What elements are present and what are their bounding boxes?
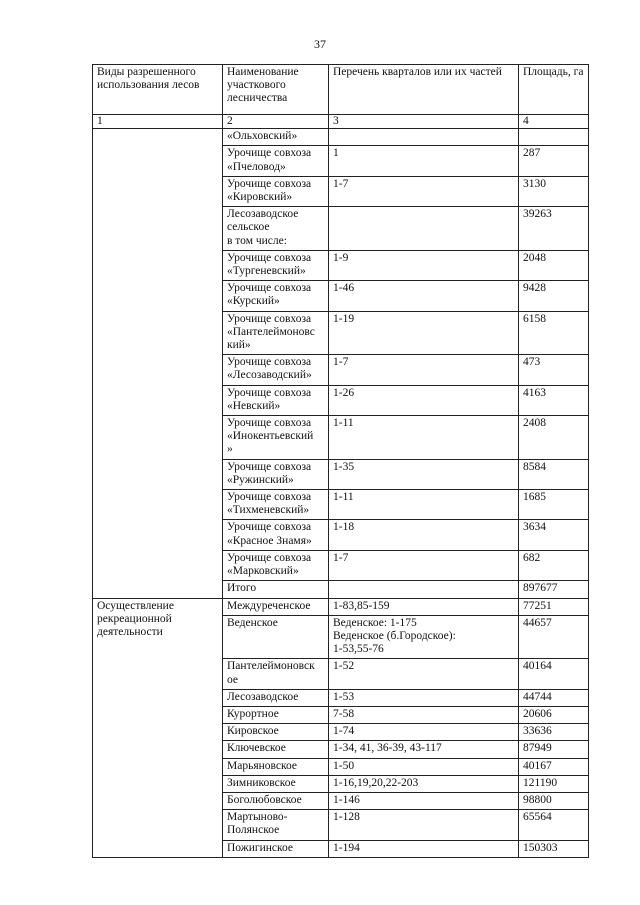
area-cell: 39263 (519, 207, 589, 251)
forestry-name-cell: Урочище совхоза «Курский» (223, 281, 329, 311)
area-cell: 77251 (519, 598, 589, 615)
forestry-name-cell: Ключевское (223, 741, 329, 758)
quarters-cell: 1-74 (329, 724, 519, 741)
forestry-name-cell: Лесозаводское сельское в том числе: (223, 207, 329, 251)
area-cell: 44744 (519, 689, 589, 706)
forestry-name-cell: Пантелеймоновск ое (223, 659, 329, 689)
area-cell: 473 (519, 355, 589, 385)
quarters-cell (329, 129, 519, 146)
area-cell: 6158 (519, 311, 589, 355)
area-cell: 20606 (519, 706, 589, 723)
quarters-cell: 7-58 (329, 706, 519, 723)
forestry-name-cell: «Ольховский» (223, 129, 329, 146)
area-cell: 3130 (519, 176, 589, 206)
quarters-cell: 1-53 (329, 689, 519, 706)
quarters-cell: 1-7 (329, 176, 519, 206)
quarters-cell: 1-146 (329, 792, 519, 809)
table-row (93, 598, 589, 615)
forestry-name-cell: Кировское (223, 724, 329, 741)
column-number: 3 (329, 115, 519, 129)
quarters-cell: 1-7 (329, 550, 519, 580)
forestry-name-cell: Веденское (223, 615, 329, 659)
use-type-cell: Осуществление рекреационной деятельности (93, 598, 223, 857)
area-cell: 87949 (519, 741, 589, 758)
area-cell (519, 129, 589, 146)
header-area: Площадь, га (519, 65, 589, 115)
header-use-type: Виды разрешенного использования лесов (93, 65, 223, 115)
forestry-name-cell: Лесозаводское (223, 689, 329, 706)
forest-use-table (92, 64, 589, 858)
forestry-name-cell: Урочище совхоза «Тихменевский» (223, 490, 329, 520)
forestry-name-cell: Боголюбовское (223, 792, 329, 809)
forestry-name-cell: Урочище совхоза «Пантелеймоновс кий» (223, 311, 329, 355)
area-cell: 33636 (519, 724, 589, 741)
area-cell: 4163 (519, 385, 589, 415)
forestry-name-cell: Урочище совхоза «Лесозаводский» (223, 355, 329, 385)
forestry-name-cell: Урочище совхоза «Пчеловод» (223, 146, 329, 176)
forestry-name-cell: Урочище совхоза «Инокентьевский » (223, 416, 329, 460)
forestry-name-cell: Урочище совхоза «Кировский» (223, 176, 329, 206)
quarters-cell: 1-7 (329, 355, 519, 385)
forestry-name-cell: Курортное (223, 706, 329, 723)
quarters-cell: 1-50 (329, 758, 519, 775)
area-cell: 8584 (519, 459, 589, 489)
forestry-name-cell: Урочище совхоза «Марковский» (223, 550, 329, 580)
area-cell: 287 (519, 146, 589, 176)
area-cell: 897677 (519, 581, 589, 598)
forestry-name-cell: Урочище совхоза «Невский» (223, 385, 329, 415)
quarters-cell: 1-11 (329, 416, 519, 460)
column-number: 2 (223, 115, 329, 129)
column-number: 1 (93, 115, 223, 129)
quarters-cell: 1-16,19,20,22-203 (329, 775, 519, 792)
area-cell: 2048 (519, 250, 589, 280)
quarters-cell: 1-83,85-159 (329, 598, 519, 615)
quarters-cell: 1 (329, 146, 519, 176)
area-cell: 2408 (519, 416, 589, 460)
area-cell: 1685 (519, 490, 589, 520)
quarters-cell (329, 581, 519, 598)
forestry-name-cell: Мартыново- Полянское (223, 810, 329, 840)
forestry-name-cell: Урочище совхоза «Красное Знамя» (223, 520, 329, 550)
forestry-name-cell: Итого (223, 581, 329, 598)
table-row (93, 129, 589, 146)
quarters-cell: 1-35 (329, 459, 519, 489)
page-number: 37 (314, 37, 326, 51)
quarters-cell (329, 207, 519, 251)
area-cell: 682 (519, 550, 589, 580)
quarters-cell: 1-26 (329, 385, 519, 415)
quarters-cell: Веденское: 1-175 Веденское (б.Городское): 1-53,55-76 (329, 615, 519, 659)
header-quarters: Перечень кварталов или их частей (329, 65, 519, 115)
header-forestry-name: Наименование участкового лесничества (223, 65, 329, 115)
quarters-cell: 1-19 (329, 311, 519, 355)
forestry-name-cell: Марьяновское (223, 758, 329, 775)
forestry-name-cell: Урочище совхоза «Ружинский» (223, 459, 329, 489)
quarters-cell: 1-11 (329, 490, 519, 520)
area-cell: 40167 (519, 758, 589, 775)
forestry-name-cell: Урочище совхоза «Тургеневский» (223, 250, 329, 280)
forestry-name-cell: Пожигинское (223, 840, 329, 857)
use-type-cell (93, 129, 223, 598)
area-cell: 9428 (519, 281, 589, 311)
column-numbers-row (93, 115, 589, 129)
quarters-cell: 1-9 (329, 250, 519, 280)
column-number: 4 (519, 115, 589, 129)
area-cell: 121190 (519, 775, 589, 792)
table-header-row (93, 65, 589, 115)
quarters-cell: 1-34, 41, 36-39, 43-117 (329, 741, 519, 758)
quarters-cell: 1-46 (329, 281, 519, 311)
quarters-cell: 1-52 (329, 659, 519, 689)
area-cell: 150303 (519, 840, 589, 857)
quarters-cell: 1-194 (329, 840, 519, 857)
area-cell: 98800 (519, 792, 589, 809)
area-cell: 40164 (519, 659, 589, 689)
forestry-name-cell: Зимниковское (223, 775, 329, 792)
forestry-name-cell: Междуреченское (223, 598, 329, 615)
area-cell: 65564 (519, 810, 589, 840)
quarters-cell: 1-128 (329, 810, 519, 840)
area-cell: 3634 (519, 520, 589, 550)
area-cell: 44657 (519, 615, 589, 659)
quarters-cell: 1-18 (329, 520, 519, 550)
